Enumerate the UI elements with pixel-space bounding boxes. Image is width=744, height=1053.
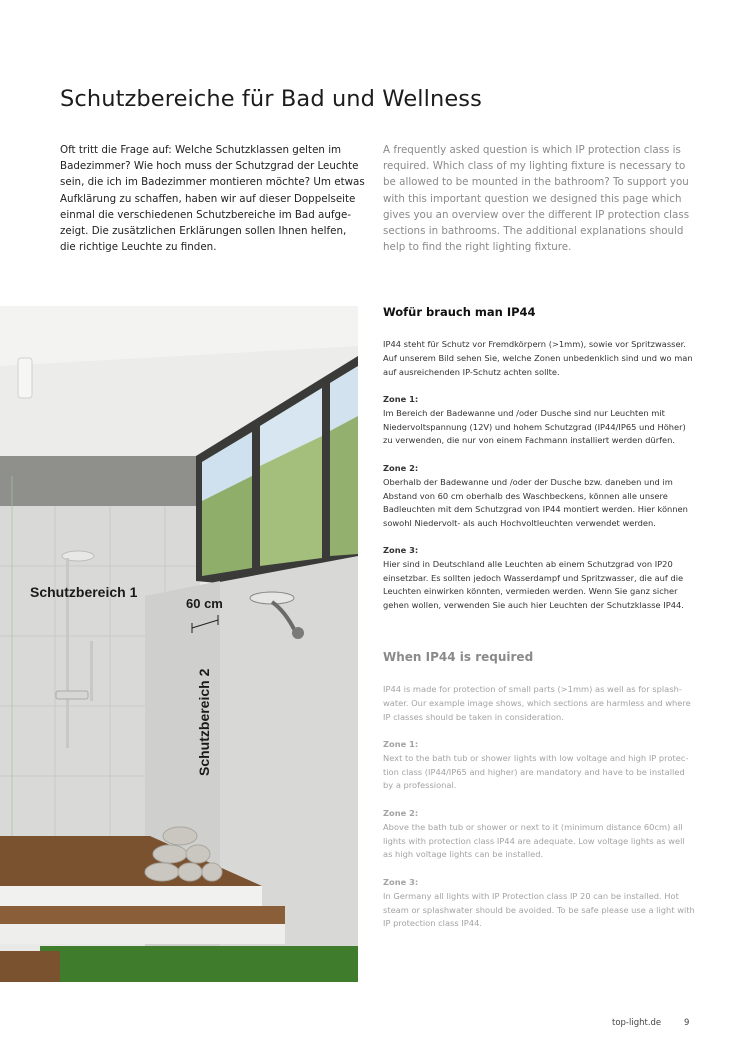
- page-title: Schutzbereiche für Bad und Wellness: [60, 86, 482, 112]
- de-zone1: [383, 393, 695, 448]
- bathroom-illustration: [0, 306, 358, 982]
- bathroom-photo: [0, 306, 358, 982]
- en-intro: IP44 is made for protection of small parts (>1mm) as well as for splash-water. Our example image shows, which sections are harmless and where IP classes should be taken in consideration.: [383, 684, 691, 722]
- intro-english: A frequently asked question is which IP protection class is required. Which class of my lighting fixture is necessary to be allowed to be mounted in the bathroom? To support you with this important question we designed this page which gives you an overview over the different IP protection class sections in bathrooms. The additional explanations should help to find the right lighting fixture.: [383, 144, 690, 254]
- de-zone3-title: Zone 3:: [383, 545, 419, 555]
- en-zone2-text: Above the bath tub or shower or next to it (minimum distance 60cm) all lights with protection class IP44 are adequate. Low voltage lights as well as high voltage lights can be installed.: [383, 821, 685, 860]
- page-number: 9: [684, 1018, 690, 1028]
- en-zone2-title: Zone 2:: [383, 808, 419, 818]
- de-zone2-title: Zone 2:: [383, 463, 419, 473]
- intro-german: Oft tritt die Frage auf: Welche Schutzklassen gelten im Badezimmer? Wie hoch muss der Schutzgrad der Leuchte sein, die ich im Badezimmer montieren möchte? Um etwas Aufklärung zu schaffen, haben wir auf dieser Doppelseite einmal die verschiedenen Schutzbereiche im Bad aufge-zeigt. Die zusätzlichen Erklärungen sollen Ihnen helfen, die richtige Leuchte zu finden.: [60, 144, 365, 254]
- de-zone3-text: Hier sind in Deutschland alle Leuchten ab einem Schutzgrad von IP20 einsetzbar. Es sollten jedoch Wasserdampf und Spritzwasser, die auf die Leuchten einwirken könnten, vermieden werden. Wenn Sie ganz sicher gehen wollen, verwenden Sie auch hier Leuchten der Schutzklasse IP44.: [383, 558, 684, 611]
- en-zone3-text: In Germany all lights with IP Protection class IP 20 can be installed. Hot steam or splashwater should be avoided. To be safe please use a light with IP protection class IP44.: [383, 890, 695, 929]
- de-intro: IP44 steht für Schutz vor Fremdkörpern (>1mm), sowie vor Spritzwasser. Auf unserem Bild sehen Sie, welche Zonen unbedenklich sind und wo man auf ausreichenden IP-Schutz achten sollte.: [383, 339, 693, 377]
- en-zone1-text: Next to the bath tub or shower lights with low voltage and high IP protec-tion class (IP44/IP65 and higher) are mandatory and have to be installed by a professional.: [383, 752, 689, 791]
- footer-url: top-light.de: [612, 1018, 662, 1028]
- en-zone2: [383, 807, 695, 862]
- de-zone3: [383, 544, 695, 613]
- en-section-heading: When IP44 is required: [383, 650, 534, 664]
- en-zone3-title: Zone 3:: [383, 877, 419, 887]
- de-zone1-text: Im Bereich der Badewanne und /oder Dusche sind nur Leuchten mit Niedervoltspannung (12V) und hohem Schutzgrad (IP44/IP65 und Höher) zu verwenden, die nur von einem Fachmann installiert werden dürfen.: [383, 407, 686, 446]
- en-zone1-title: Zone 1:: [383, 739, 419, 749]
- en-zone3: [383, 876, 695, 931]
- zone2-label: Schutzbereich 2: [196, 668, 212, 776]
- de-zone2-text: Oberhalb der Badewanne und /oder der Dusche bzw. daneben und im Abstand von 60 cm oberhalb des Waschbeckens, können alle unsere Badleuchten mit dem Schutzgrad von IP44 montiert werden. Hier können sowohl Niedervolt- als auch Hochvoltleuchten verwendet werden.: [383, 476, 688, 529]
- de-zone1-title: Zone 1:: [383, 394, 419, 404]
- en-zone1: [383, 738, 695, 793]
- zone1-label: Schutzbereich 1: [30, 584, 138, 600]
- de-section-heading: Wofür brauch man IP44: [383, 305, 536, 319]
- distance-label: 60 cm: [186, 596, 223, 611]
- de-zone2: [383, 462, 695, 531]
